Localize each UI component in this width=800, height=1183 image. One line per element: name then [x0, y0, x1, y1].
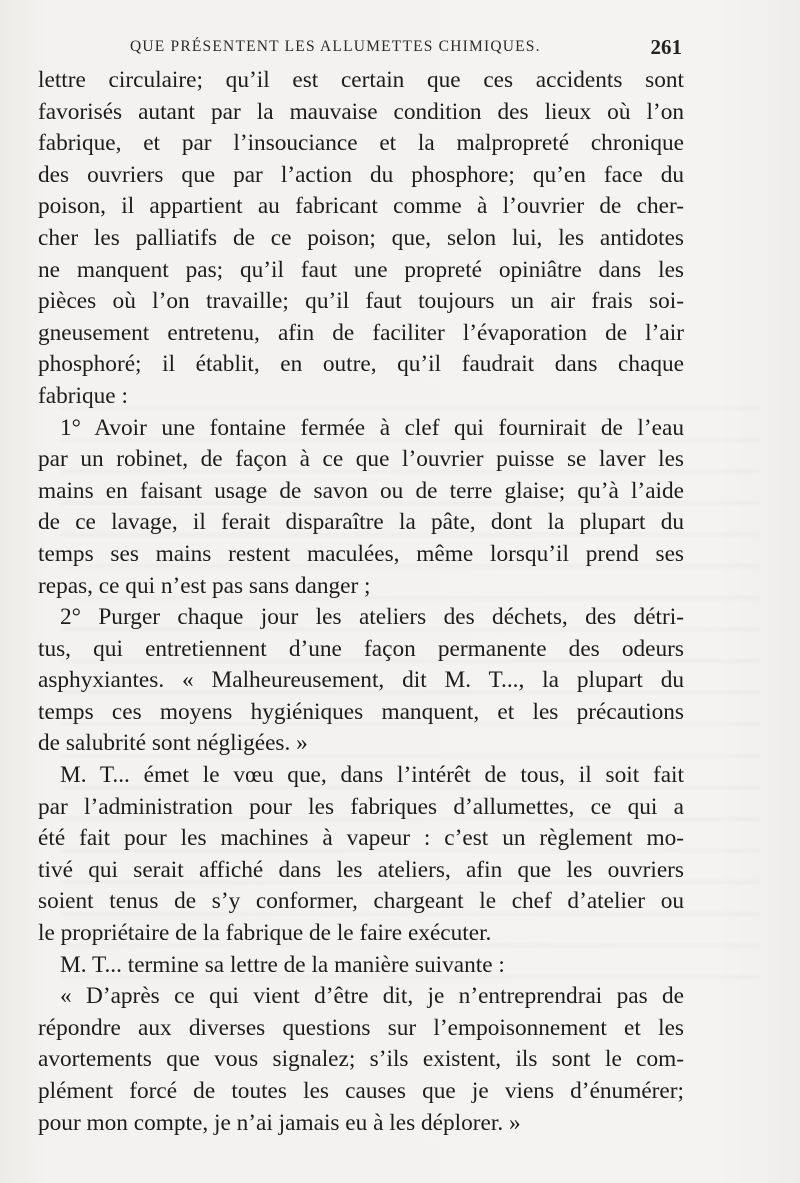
text-line: gneusement entretenu, afin de faciliter l’évaporation de l’air: [38, 319, 684, 346]
text-line: le propriétaire de la fabrique de le faire exécuter.: [38, 920, 492, 947]
text-line: repas, ce qui n’est pas sans danger ;: [38, 572, 371, 599]
text-line: pour mon compte, je n’ai jamais eu à les déplorer. »: [38, 1109, 521, 1136]
text-line: de ce lavage, il ferait disparaître la pâte, dont la plupart du: [38, 509, 684, 536]
text-line: plément forcé de toutes les causes que je viens d’énumérer;: [38, 1078, 684, 1104]
text-line: été fait pour les machines à vapeur : c’est un règlement mo-: [38, 825, 684, 852]
text-line: soient tenus de s’y conformer, chargeant le chef d’atelier ou: [38, 888, 684, 915]
text-line: des ouvriers que par l’action du phosphore; qu’en face du: [38, 161, 684, 188]
body-text: [38, 65, 684, 1139]
text-line: asphyxiantes. « Malheureusement, dit M. T..., la plupart du: [38, 667, 684, 694]
text-line: fabrique, et par l’insouciance et la malpropreté chronique: [38, 130, 684, 157]
text-line: « D’après ce qui vient d’être dit, je n’entreprendrai pas de: [60, 983, 684, 1010]
text-line: cher les palliatifs de ce poison; que, selon lui, les antidotes: [38, 224, 684, 251]
text-line: favorisés autant par la mauvaise condition des lieux où l’on: [38, 98, 684, 125]
text-line: tivé qui serait affiché dans les ateliers, afin que les ouvriers: [38, 856, 684, 883]
text-line: lettre circulaire; qu’il est certain que ces accidents sont: [38, 67, 684, 93]
text-line: mains en faisant usage de savon ou de terre glaise; qu’à l’aide: [38, 477, 684, 504]
text-line: temps ses mains restent maculées, même lorsqu’il prend ses: [38, 540, 684, 567]
text-line: 2° Purger chaque jour les ateliers des déchets, des détri-: [60, 604, 684, 631]
text-line: poison, il appartient au fabricant comme à l’ouvrier de cher-: [38, 193, 684, 220]
text-line: fabrique :: [38, 382, 128, 409]
text-line: 1° Avoir une fontaine fermée à clef qui fournirait de l’eau: [60, 414, 684, 441]
text-line: de salubrité sont négligées. »: [38, 730, 308, 757]
text-line: tus, qui entretiennent d’une façon permanente des odeurs: [38, 635, 684, 662]
page-number: 261: [650, 35, 682, 59]
text-line: temps ces moyens hygiéniques manquent, et les précautions: [38, 698, 684, 725]
text-line: pièces où l’on travaille; qu’il faut toujours un air frais soi-: [38, 288, 684, 315]
text-line: M. T... émet le vœu que, dans l’intérêt de tous, il soit fait: [60, 762, 684, 789]
text-line: avortements que vous signalez; s’ils existent, ils sont le com-: [38, 1046, 684, 1073]
text-line: par un robinet, de façon à ce que l’ouvrier puisse se laver les: [38, 446, 684, 473]
text-line: ne manquent pas; qu’il faut une propreté opiniâtre dans les: [38, 256, 684, 283]
running-head: [38, 36, 682, 62]
text-line: M. T... termine sa lettre de la manière suivante :: [60, 951, 505, 978]
text-line: répondre aux diverses questions sur l’empoisonnement et les: [38, 1014, 684, 1041]
running-title: QUE PRÉSENTENT LES ALLUMETTES CHIMIQUES.: [130, 38, 541, 55]
text-line: par l’administration pour les fabriques d’allumettes, ce qui a: [38, 793, 684, 820]
text-line: phosphoré; il établit, en outre, qu’il faudrait dans chaque: [38, 351, 684, 378]
